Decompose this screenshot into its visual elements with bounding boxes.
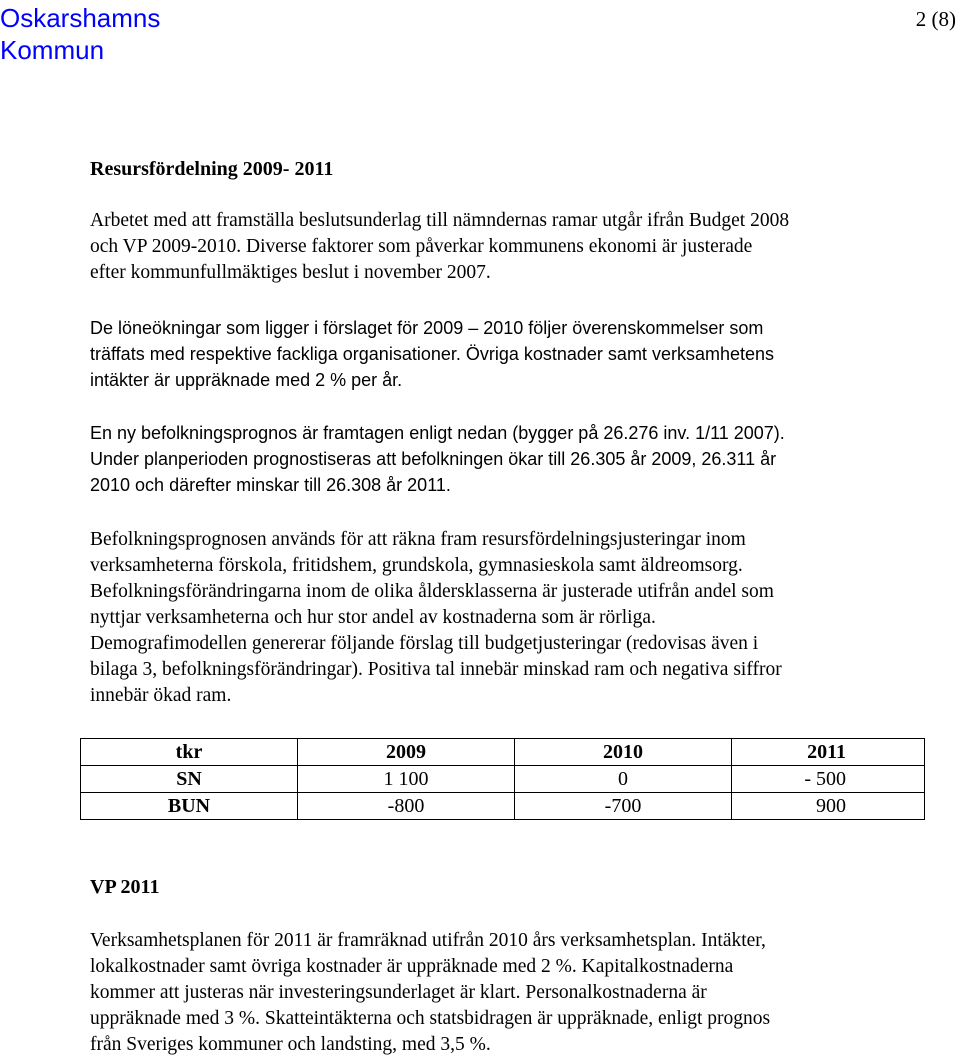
text-line: De löneökningar som ligger i förslaget för 2009 – 2010 följer överenskommelser som	[90, 318, 764, 338]
paragraph-loneokningar	[90, 315, 940, 393]
table-header-cell: tkr	[81, 739, 298, 766]
text-line: kommer att justeras när investeringsunderlaget är klart. Personalkostnaderna är	[90, 982, 707, 1003]
table-row	[81, 793, 925, 820]
text-line: och VP 2009-2010. Diverse faktorer som påverkar kommunens ekonomi är justerade	[90, 236, 753, 257]
table-header-row	[81, 739, 925, 766]
table-cell: 0	[515, 766, 732, 793]
logo-line-2: Kommun	[0, 35, 105, 65]
table-cell: 900	[732, 793, 925, 820]
text-line: efter kommunfullmäktiges beslut i november 2007.	[90, 262, 491, 283]
text-line: 2010 och därefter minskar till 26.308 år 2011.	[90, 475, 451, 495]
budget-adjustment-table	[80, 738, 925, 820]
text-line: Arbetet med att framställa beslutsunderlag till nämndernas ramar utgår ifrån Budget 2008	[90, 210, 790, 231]
text-line: Under planperioden prognostiseras att befolkningen ökar till 26.305 år 2009, 26.311 år	[90, 449, 777, 469]
text-line: Demografimodellen genererar följande förslag till budgetjusteringar (redovisas även i	[90, 633, 759, 654]
text-line: verksamheterna förskola, fritidshem, grundskola, gymnasieskola samt äldreomsorg.	[90, 555, 743, 576]
table-cell: -800	[298, 793, 515, 820]
text-line: Verksamhetsplanen för 2011 är framräknad utifrån 2010 års verksamhetsplan. Intäkter,	[90, 930, 766, 951]
paragraph-resursfordelningsjusteringar	[90, 527, 940, 709]
logo-line-1: Oskarshamns	[0, 3, 161, 33]
table-cell: - 500	[732, 766, 925, 793]
table-cell: -700	[515, 793, 732, 820]
text-line: Befolkningsprognosen används för att räkna fram resursfördelningsjusteringar inom	[90, 529, 746, 550]
section-title-resursfordelning: Resursfördelning 2009- 2011	[90, 158, 334, 180]
table-cell: 1 100	[298, 766, 515, 793]
table-header-cell: 2009	[298, 739, 515, 766]
text-line: innebär ökad ram.	[90, 685, 232, 706]
table-cell: BUN	[81, 793, 298, 820]
text-line: Befolkningsförändringarna inom de olika åldersklasserna är justerade utifrån andel som	[90, 581, 774, 602]
text-line: träffats med respektive fackliga organisationer. Övriga kostnader samt verksamhetens	[90, 344, 774, 364]
text-line: lokalkostnader samt övriga kostnader är uppräknade med 2 %. Kapitalkostnaderna	[90, 956, 734, 977]
text-line: nyttjar verksamheterna och hur stor andel av kostnaderna som är rörliga.	[90, 607, 656, 628]
paragraph-verksamhetsplan	[90, 928, 940, 1058]
text-line: bilaga 3, befolkningsförändringar). Positiva tal innebär minskad ram och negativa siffror	[90, 659, 782, 680]
text-line: från Sveriges kommuner och landsting, med 3,5 %.	[90, 1034, 491, 1055]
page-number: 2 (8)	[915, 7, 956, 31]
paragraph-intro	[90, 208, 940, 286]
section-title-vp-2011: VP 2011	[90, 876, 160, 898]
table-row	[81, 766, 925, 793]
table-header-cell: 2010	[515, 739, 732, 766]
municipality-logo	[0, 2, 160, 66]
table-header-cell: 2011	[732, 739, 925, 766]
paragraph-befolkningsprognos	[90, 420, 940, 498]
table-cell: SN	[81, 766, 298, 793]
text-line: intäkter är uppräknade med 2 % per år.	[90, 370, 403, 390]
text-line: En ny befolkningsprognos är framtagen enligt nedan (bygger på 26.276 inv. 1/11 2007).	[90, 423, 785, 443]
text-line: uppräknade med 3 %. Skatteintäkterna och statsbidragen är uppräknade, enligt prognos	[90, 1008, 771, 1029]
